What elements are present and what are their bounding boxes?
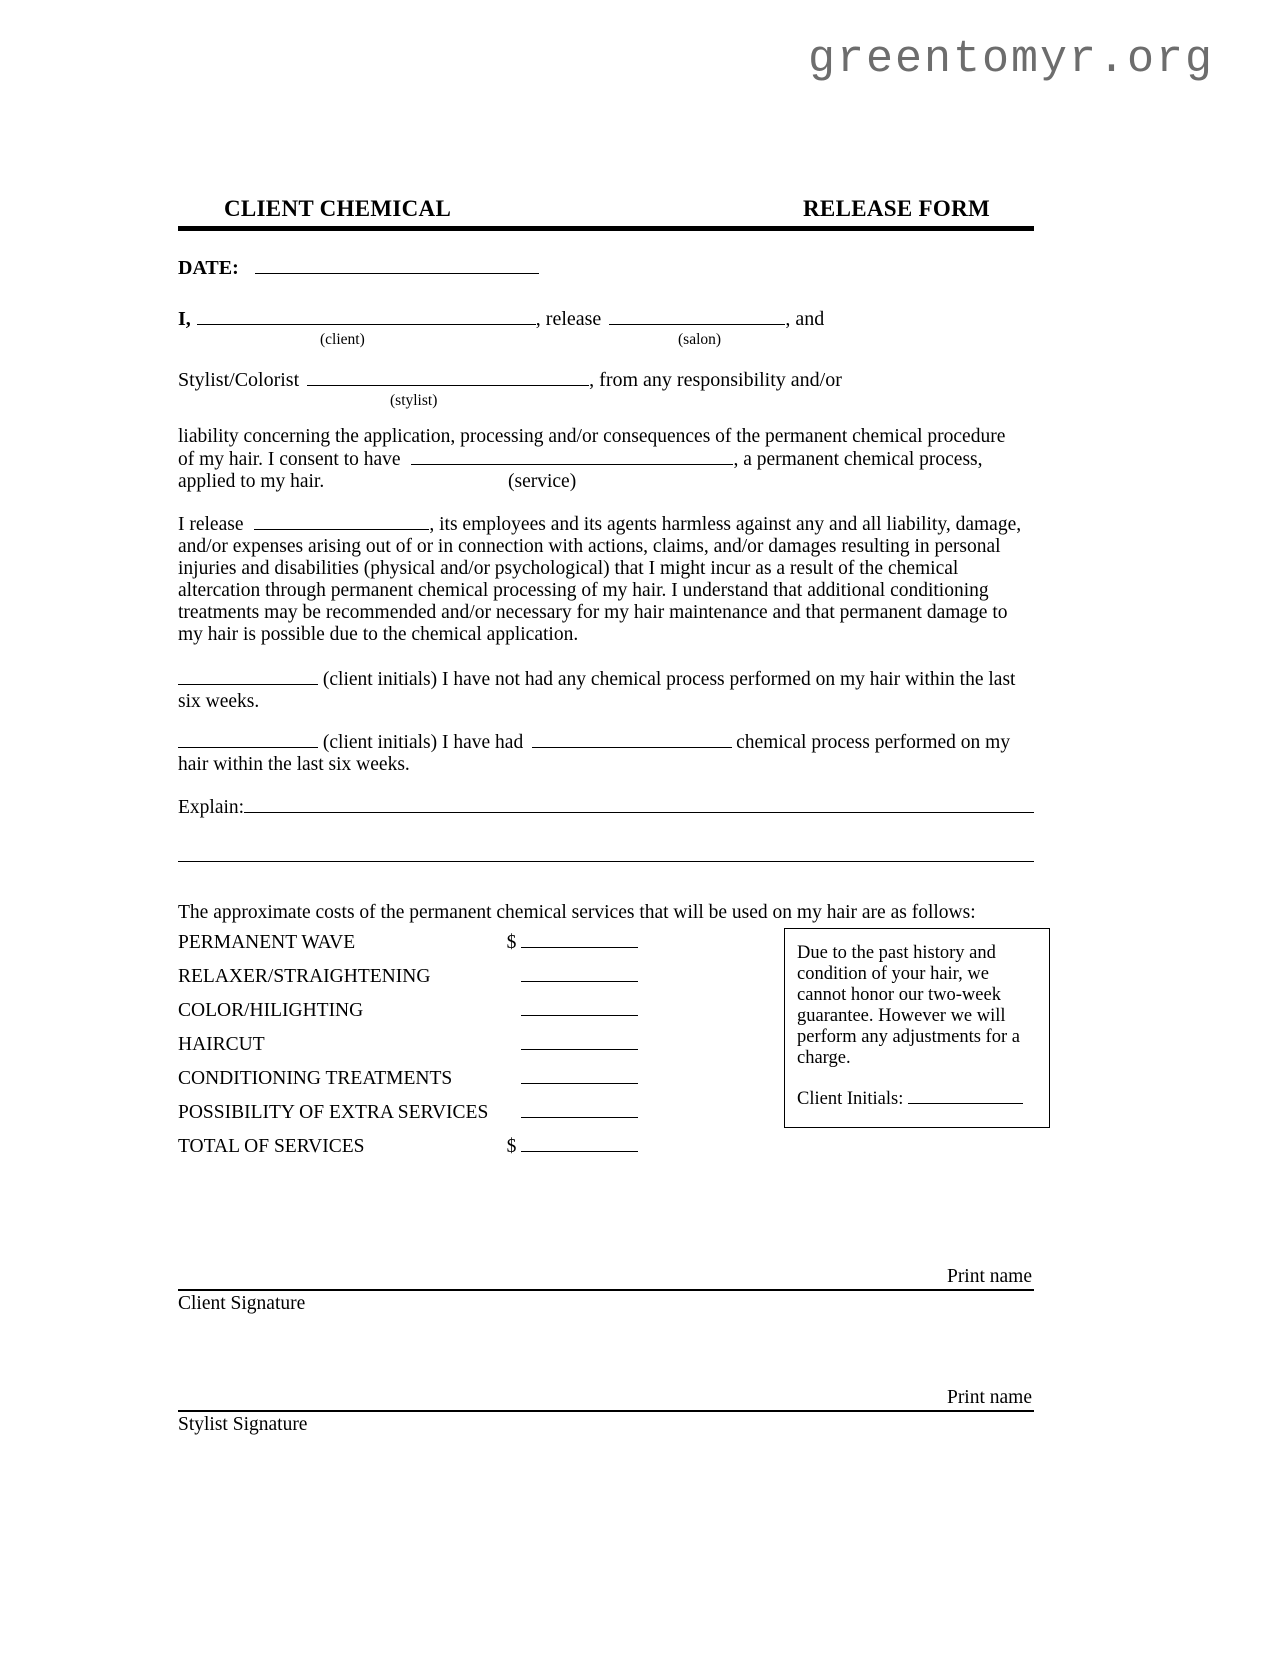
- cost-label: RELAXER/STRAIGHTENING: [178, 966, 431, 987]
- release-paragraph: [178, 513, 1034, 646]
- caption-service: (service): [508, 471, 577, 492]
- captions-client-salon: [178, 331, 1034, 351]
- caption-salon: (salon): [678, 331, 722, 348]
- client-salon-row: [178, 306, 1034, 331]
- cost-row: [178, 1102, 638, 1136]
- notebox-client-initials-row: [797, 1089, 1035, 1110]
- applied-text: applied to my hair.: [178, 471, 325, 492]
- initials-statement-1: [178, 668, 1034, 713]
- salon-release-input-line[interactable]: [254, 513, 429, 530]
- cost-row: [178, 1136, 638, 1170]
- date-input-line[interactable]: [255, 253, 539, 274]
- cost-input-line[interactable]: [521, 933, 638, 948]
- notebox-client-initials-line[interactable]: [908, 1089, 1023, 1104]
- document-title-row: [178, 196, 1034, 222]
- cost-label: TOTAL OF SERVICES: [178, 1136, 365, 1157]
- guarantee-note-box: [784, 928, 1050, 1128]
- form-document: [178, 196, 1034, 1436]
- release-post: , its employees and its agents harmless against any and all liability,: [429, 514, 951, 535]
- explain-input-line-2[interactable]: [178, 861, 1034, 862]
- site-watermark: greentomyr.org: [807, 34, 1214, 85]
- explain-row: [178, 796, 1034, 819]
- release-pre: I release: [178, 514, 244, 535]
- costs-intro: The approximate costs of the permanent chemical services that will be used on my hair are as follows:: [178, 902, 976, 923]
- stylist-signature-label: Stylist Signature: [178, 1414, 308, 1435]
- cost-label: PERMANENT WAVE: [178, 932, 356, 953]
- cost-input-line[interactable]: [521, 1103, 638, 1118]
- guarantee-note-text: Due to the past history and condition of your hair, we cannot honor our two-week guarantee. However we will perform any adjustments for a charge.: [797, 943, 1020, 1068]
- and-word: , and: [785, 308, 825, 330]
- stylist-signature-line[interactable]: [178, 1410, 1034, 1412]
- title-right: RELEASE FORM: [803, 196, 990, 221]
- stylist-row: [178, 367, 1034, 392]
- caption-stylist: (stylist): [390, 392, 438, 409]
- release-word: , release: [535, 308, 602, 330]
- cost-input-line[interactable]: [521, 1001, 638, 1016]
- caption-client: (client): [320, 331, 365, 348]
- stylist-tail: , from any responsibility and/or: [589, 369, 842, 391]
- date-label: DATE:: [178, 257, 239, 279]
- explain-label: Explain:: [178, 797, 245, 818]
- explain-input-line-1[interactable]: [244, 796, 1034, 813]
- client-signature-label: Client Signature: [178, 1293, 306, 1314]
- salon-name-input-line[interactable]: [609, 306, 785, 325]
- costs-list: [178, 932, 638, 1170]
- cost-input-line[interactable]: [521, 1069, 638, 1084]
- explain-input-line-2-wrap: [178, 861, 1034, 862]
- initials-1-text: (client initials) I have not had any chemical process performed on my hair within the last six weeks.: [178, 669, 1016, 712]
- initials-2-pre: (client initials) I have had: [322, 732, 524, 753]
- stylist-print-name-label: Print name: [946, 1387, 1032, 1408]
- liability-line-3: [178, 471, 1034, 493]
- release-rest: damage, and/or expenses arising out of or in connection with actions, claims, and/or damages resulting in personal injuries and disabilities (physical and/or psychological) that I might incur as a result of the chemical altercation through permanent chemical processing of my hair. I understand that additional conditioning treatments may be recommended and/or necessary for my hair maintenance and that permanent damage to my hair is possible due to the chemical application.: [178, 514, 1022, 645]
- cost-label: HAIRCUT: [178, 1034, 265, 1055]
- client-signature-block: [178, 1266, 1034, 1315]
- cost-input-line[interactable]: [521, 967, 638, 982]
- liability-paragraph: [178, 426, 1034, 493]
- initials-2-tail: hair within the last six weeks.: [178, 754, 410, 775]
- cost-row: [178, 932, 638, 966]
- title-divider: [178, 226, 1034, 231]
- cost-input-line[interactable]: [521, 1035, 638, 1050]
- service-input-line[interactable]: [411, 448, 733, 465]
- client-signature-line[interactable]: [178, 1289, 1034, 1291]
- stylist-input-line[interactable]: [307, 367, 589, 386]
- cost-label: COLOR/HILIGHTING: [178, 1000, 364, 1021]
- client-initials-line-1[interactable]: [178, 668, 318, 685]
- prior-process-input-line[interactable]: [532, 731, 732, 748]
- consent-pre: of my hair. I consent to have: [178, 449, 401, 470]
- initials-statement-2: [178, 731, 1034, 776]
- liability-line-1: liability concerning the application, processing and/or consequences of the permanent chemical procedure: [178, 426, 1006, 447]
- client-name-input-line[interactable]: [197, 306, 536, 325]
- stylist-signature-block: [178, 1387, 1034, 1436]
- cost-currency: $: [506, 932, 517, 953]
- client-print-name-label: Print name: [946, 1266, 1032, 1287]
- cost-input-line[interactable]: [521, 1137, 638, 1152]
- consent-post: , a permanent chemical process,: [733, 449, 983, 470]
- caption-stylist-row: [178, 392, 1034, 412]
- cost-row: [178, 1034, 638, 1068]
- initials-2-post: chemical process performed on my: [736, 732, 1011, 753]
- title-left: CLIENT CHEMICAL: [224, 196, 452, 221]
- date-field-row: [178, 253, 1034, 280]
- cost-currency: $: [506, 1136, 517, 1157]
- cost-label: POSSIBILITY OF EXTRA SERVICES: [178, 1102, 489, 1123]
- i-label: I,: [178, 308, 191, 330]
- stylist-label: Stylist/Colorist: [178, 369, 300, 391]
- cost-row: [178, 966, 638, 1000]
- cost-row: [178, 1000, 638, 1034]
- cost-row: [178, 1068, 638, 1102]
- notebox-client-initials-label: Client Initials:: [797, 1089, 904, 1109]
- client-initials-line-2[interactable]: [178, 731, 318, 748]
- liability-line-2: [178, 448, 1034, 471]
- cost-label: CONDITIONING TREATMENTS: [178, 1068, 453, 1089]
